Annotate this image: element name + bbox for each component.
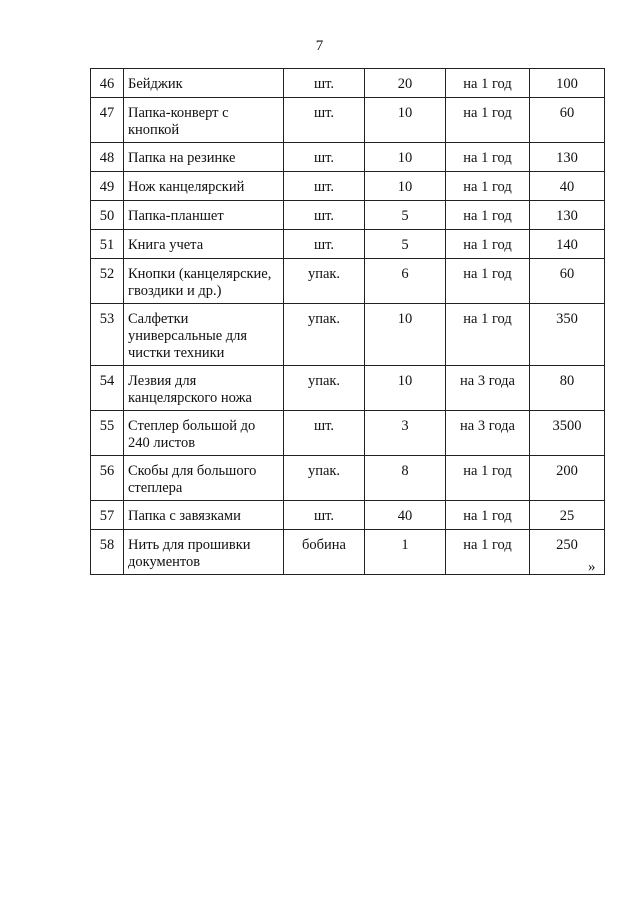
quantity-cell: 6 [365, 259, 446, 304]
usage-period-cell: на 3 года [446, 366, 530, 411]
quantity-cell: 10 [365, 172, 446, 201]
unit-of-measure-cell: упак. [284, 304, 365, 366]
row-number-cell: 55 [91, 411, 124, 456]
item-name-cell: Бейджик [124, 69, 284, 98]
item-name-cell: Нить для прошивки документов [124, 530, 284, 575]
item-name-cell: Кнопки (канцелярские, гвоздики и др.) [124, 259, 284, 304]
table-row [91, 259, 605, 304]
price-cell: 200 [530, 456, 605, 501]
usage-period-cell: на 1 год [446, 172, 530, 201]
usage-period-cell: на 1 год [446, 201, 530, 230]
unit-of-measure-cell: упак. [284, 366, 365, 411]
table-row [91, 172, 605, 201]
price-cell: 60 [530, 259, 605, 304]
table-row [91, 411, 605, 456]
price-cell: 100 [530, 69, 605, 98]
unit-of-measure-cell: упак. [284, 456, 365, 501]
table-row [91, 456, 605, 501]
quantity-cell: 5 [365, 201, 446, 230]
item-name-cell: Папка-конверт с кнопкой [124, 98, 284, 143]
item-name-cell: Степлер большой до 240 листов [124, 411, 284, 456]
quantity-cell: 10 [365, 143, 446, 172]
row-number-cell: 50 [91, 201, 124, 230]
table-row [91, 69, 605, 98]
row-number-cell: 52 [91, 259, 124, 304]
item-name-cell: Скобы для большого степлера [124, 456, 284, 501]
quantity-cell: 5 [365, 230, 446, 259]
table-row [91, 366, 605, 411]
unit-of-measure-cell: шт. [284, 411, 365, 456]
price-cell: 25 [530, 501, 605, 530]
unit-of-measure-cell: шт. [284, 172, 365, 201]
quantity-cell: 20 [365, 69, 446, 98]
table-row [91, 230, 605, 259]
item-name-cell: Лезвия для канцелярского ножа [124, 366, 284, 411]
unit-of-measure-cell: шт. [284, 201, 365, 230]
row-number-cell: 48 [91, 143, 124, 172]
price-cell: 130 [530, 201, 605, 230]
price-cell: 350 [530, 304, 605, 366]
page-number: 7 [315, 38, 324, 54]
usage-period-cell: на 1 год [446, 530, 530, 575]
unit-of-measure-cell: шт. [284, 230, 365, 259]
unit-of-measure-cell: шт. [284, 501, 365, 530]
usage-period-cell: на 1 год [446, 456, 530, 501]
item-name-cell: Папка-планшет [124, 201, 284, 230]
row-number-cell: 49 [91, 172, 124, 201]
quantity-cell: 10 [365, 304, 446, 366]
unit-of-measure-cell: шт. [284, 98, 365, 143]
usage-period-cell: на 1 год [446, 98, 530, 143]
quantity-cell: 40 [365, 501, 446, 530]
quantity-cell: 1 [365, 530, 446, 575]
quantity-cell: 10 [365, 98, 446, 143]
row-number-cell: 57 [91, 501, 124, 530]
item-name-cell: Нож канцелярский [124, 172, 284, 201]
table-row [91, 304, 605, 366]
usage-period-cell: на 3 года [446, 411, 530, 456]
table-row [91, 530, 605, 575]
unit-of-measure-cell: шт. [284, 143, 365, 172]
unit-of-measure-cell: шт. [284, 69, 365, 98]
row-number-cell: 46 [91, 69, 124, 98]
unit-of-measure-cell: упак. [284, 259, 365, 304]
price-cell: 3500 [530, 411, 605, 456]
item-name-cell: Салфетки универсальные для чистки техники [124, 304, 284, 366]
price-cell: 60 [530, 98, 605, 143]
row-number-cell: 51 [91, 230, 124, 259]
quantity-cell: 3 [365, 411, 446, 456]
usage-period-cell: на 1 год [446, 230, 530, 259]
table-row [91, 501, 605, 530]
price-cell: 40 [530, 172, 605, 201]
item-name-cell: Папка на резинке [124, 143, 284, 172]
unit-of-measure-cell: бобина [284, 530, 365, 575]
row-number-cell: 56 [91, 456, 124, 501]
item-name-cell: Книга учета [124, 230, 284, 259]
quantity-cell: 8 [365, 456, 446, 501]
table-row [91, 201, 605, 230]
table-row [91, 98, 605, 143]
quantity-cell: 10 [365, 366, 446, 411]
usage-period-cell: на 1 год [446, 259, 530, 304]
usage-period-cell: на 1 год [446, 69, 530, 98]
row-number-cell: 47 [91, 98, 124, 143]
row-number-cell: 58 [91, 530, 124, 575]
row-number-cell: 54 [91, 366, 124, 411]
supplies-table [90, 68, 605, 575]
closing-quote: » [588, 559, 596, 575]
supplies-table-body [91, 69, 605, 575]
table-row [91, 143, 605, 172]
row-number-cell: 53 [91, 304, 124, 366]
usage-period-cell: на 1 год [446, 304, 530, 366]
price-cell: 80 [530, 366, 605, 411]
price-cell: 130 [530, 143, 605, 172]
usage-period-cell: на 1 год [446, 501, 530, 530]
usage-period-cell: на 1 год [446, 143, 530, 172]
price-cell: 250 [530, 530, 605, 575]
item-name-cell: Папка с завязками [124, 501, 284, 530]
price-cell: 140 [530, 230, 605, 259]
